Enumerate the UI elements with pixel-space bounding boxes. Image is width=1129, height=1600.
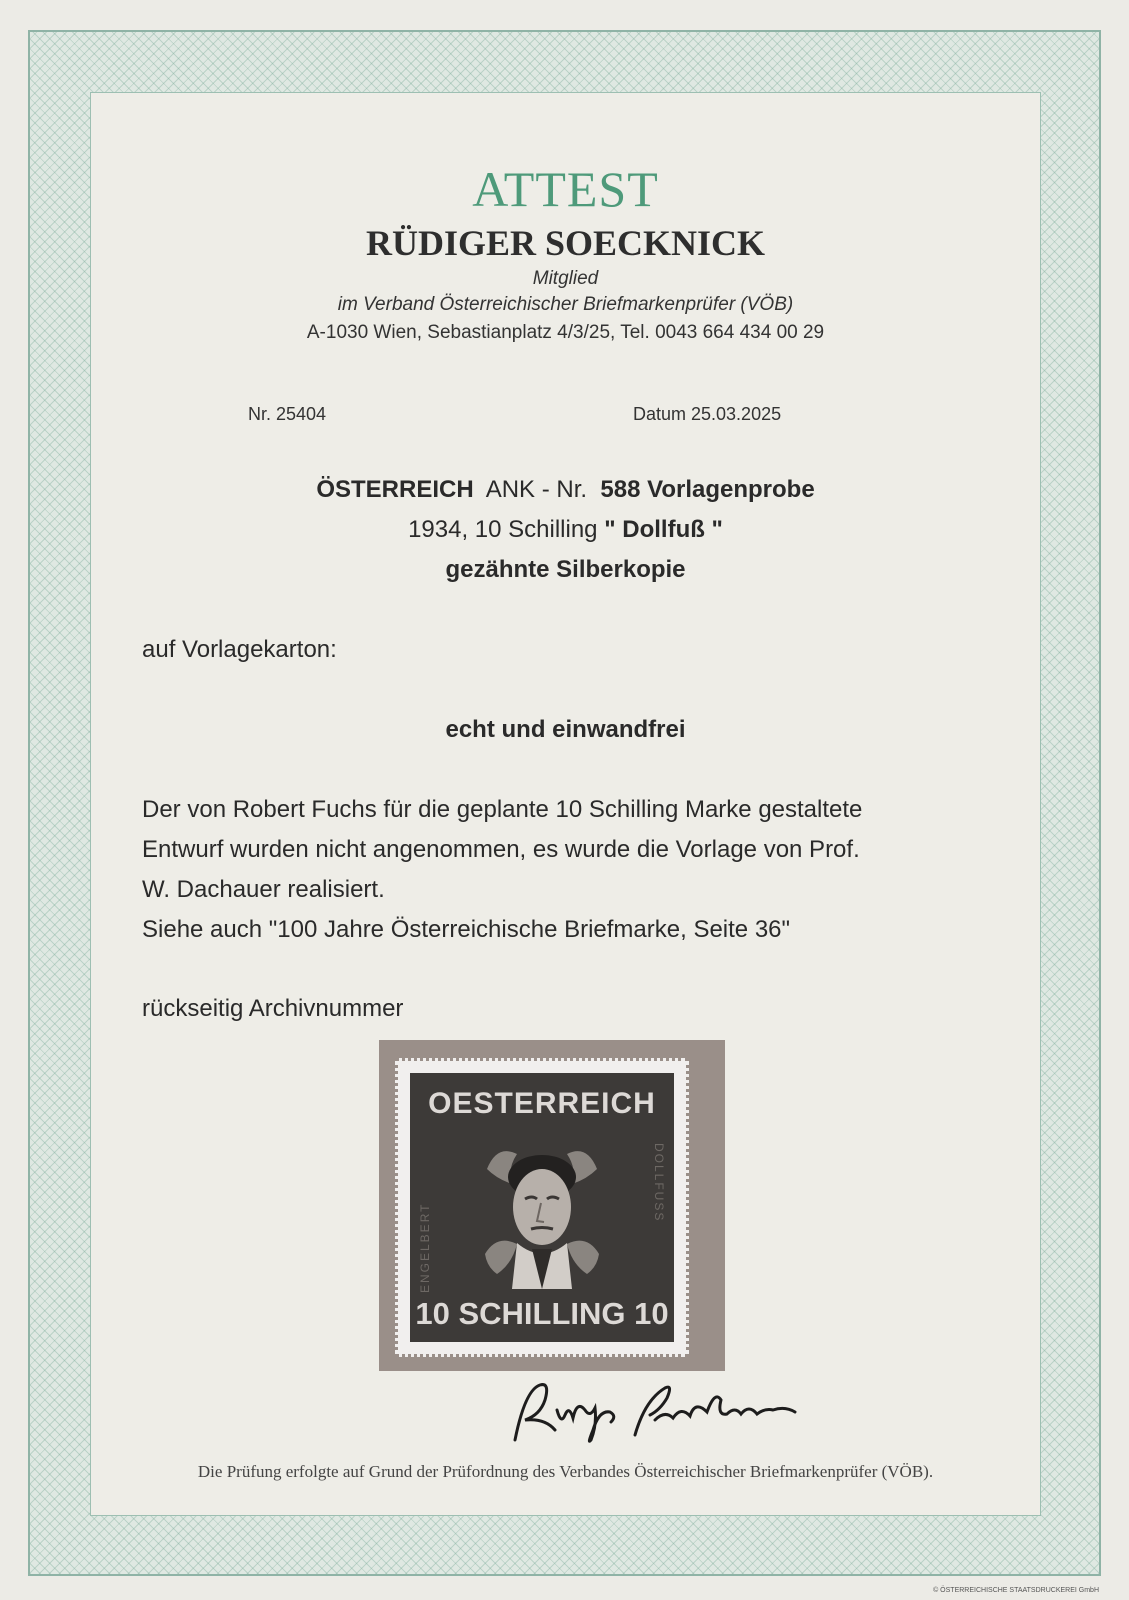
subject-catalog-item: 588 Vorlagenprobe xyxy=(600,476,815,503)
certificate-number: Nr. 25404 xyxy=(248,404,327,424)
stamp-image xyxy=(395,1058,689,1357)
subject-line-2 xyxy=(90,516,1041,544)
subject-catalog: ANK - Nr. xyxy=(485,476,588,503)
subject-variant: gezähnte Silberkopie xyxy=(445,556,686,583)
subject-year-value: 1934, 10 Schilling xyxy=(408,516,598,543)
subject-country: ÖSTERREICH xyxy=(316,476,474,503)
footer-statement: Die Prüfung erfolgte auf Grund der Prüfordnung des Verbandes Österreichischer Briefmarkenprüfer (VÖB). xyxy=(197,1462,934,1481)
stamp-mount-card xyxy=(379,1040,725,1371)
description-line: Der von Robert Fuchs für die geplante 10 Schilling Marke gestaltete xyxy=(142,796,863,823)
printer-imprint: © ÖSTERREICHISCHE STAATSDRUCKEREI GmbH xyxy=(933,1587,1099,1594)
subject-design-name: " Dollfuß " xyxy=(604,516,723,543)
portrait-icon xyxy=(477,1139,607,1289)
membership-line: Mitglied xyxy=(532,268,599,289)
examiner-address: A-1030 Wien, Sebastianplatz 4/3/25, Tel. 0043 664 434 00 29 xyxy=(306,322,825,343)
examiner-signature xyxy=(495,1370,825,1450)
description-line: W. Dachauer realisiert. xyxy=(142,876,385,903)
association-line: im Verband Österreichischer Briefmarkenprüfer (VÖB) xyxy=(337,294,794,315)
verdict: echt und einwandfrei xyxy=(445,716,686,743)
description-line: Siehe auch "100 Jahre Österreichische Briefmarke, Seite 36" xyxy=(142,916,791,943)
stamp-side-text-right: DOLLFUSS xyxy=(652,1143,666,1223)
stamp-country-text: OESTERREICH xyxy=(428,1087,656,1120)
subject-line-1 xyxy=(90,476,1041,504)
certificate-title: ATTEST xyxy=(472,161,659,217)
archive-note: rückseitig Archivnummer xyxy=(142,995,404,1022)
examiner-name: RÜDIGER SOECKNICK xyxy=(365,223,766,263)
stamp-design xyxy=(410,1073,674,1342)
certificate-date: Datum 25.03.2025 xyxy=(633,404,782,424)
stamp-value-text: 10 SCHILLING 10 xyxy=(415,1296,669,1331)
stamp-side-text-left: ENGELBERT xyxy=(418,1202,432,1293)
description-line: Entwurf wurden nicht angenommen, es wurde die Vorlage von Prof. xyxy=(142,836,860,863)
carrier-line: auf Vorlagekarton: xyxy=(142,636,337,663)
